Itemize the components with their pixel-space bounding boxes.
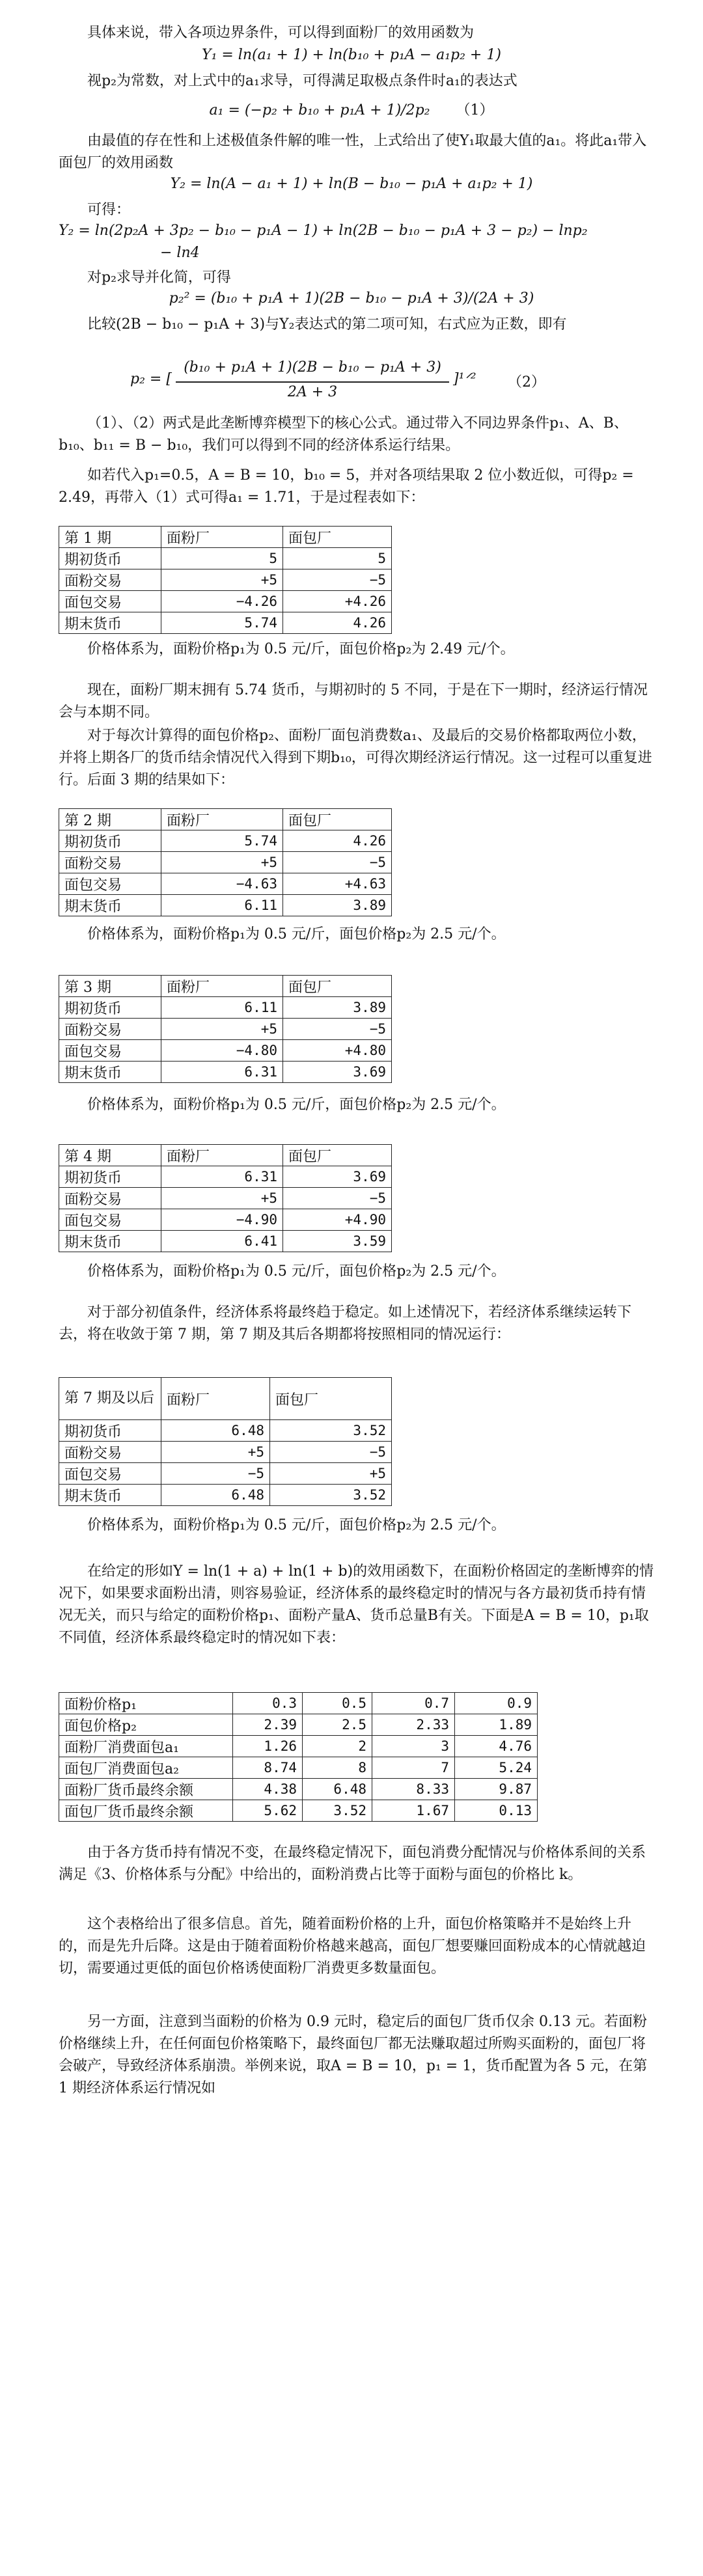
table-cell: 期末货币	[59, 895, 161, 916]
table-cell: 8	[303, 1757, 372, 1779]
table-cell: 面包厂	[270, 1378, 392, 1420]
table-row	[59, 1166, 392, 1188]
table-row	[59, 548, 392, 569]
table-cell: −4.90	[161, 1209, 283, 1231]
table-row	[59, 1231, 392, 1252]
table-cell: 面包交易	[59, 1209, 161, 1231]
equation-2: p₂ = [ (b₁₀ + p₁A + 1)(2B − b₁₀ − p₁A + 3) 2A + 3 ]¹ᐟ² （2）	[130, 359, 545, 400]
table-cell: 6.48	[161, 1485, 270, 1506]
table-caption: 价格体系为，面粉价格p₁为 0.5 元/斤，面包价格p₂为 2.5 元/个。	[87, 1097, 506, 1113]
table-caption: 价格体系为，面粉价格p₁为 0.5 元/斤，面包价格p₂为 2.49 元/个。	[87, 641, 515, 657]
table-period-3	[59, 975, 392, 1083]
table-cell: 面包交易	[59, 1463, 161, 1485]
table-cell: 3	[372, 1736, 455, 1757]
table-cell: 0.3	[233, 1693, 303, 1714]
table-row	[59, 1442, 392, 1463]
table-cell: +5	[161, 1442, 270, 1463]
table-caption: 价格体系为，面粉价格p₁为 0.5 元/斤，面包价格p₂为 2.5 元/个。	[87, 1517, 506, 1533]
table-cell: 0.5	[303, 1693, 372, 1714]
table-row	[59, 569, 392, 591]
table-cell: +5	[161, 1019, 283, 1040]
table-cell: 面包交易	[59, 591, 161, 612]
table-cell: 面包厂	[283, 809, 392, 830]
paragraph: （1）、（2）两式是此垄断博弈模型下的核心公式。通过带入不同边界条件p₁、A、B、b₁₀、b₁₁ = B − b₁₀，我们可以得到不同的经济体系运行结果。	[59, 415, 628, 454]
equation-y2-expanded: Y₂ = ln(2p₂A + 3p₂ − b₁₀ − p₁A − 1) + ln(2B − b₁₀ − p₁A + 3 − p₂) − lnp₂	[59, 223, 588, 239]
table-cell: 6.31	[161, 1166, 283, 1188]
equation-p2-squared: p₂² = (b₁₀ + p₁A + 1)(2B − b₁₀ − p₁A + 3)/(2A + 3)	[169, 290, 534, 307]
table-cell: +4.90	[283, 1209, 392, 1231]
table-row	[59, 1188, 392, 1209]
table-cell: 面粉厂	[161, 809, 283, 830]
paragraph: 在给定的形如Y = ln(1 + a) + ln(1 + b)的效用函数下，在面粉价格固定的垄断博弈的情况下，如果要求面粉出清，则容易验证，经济体系的最终稳定时的情况与各方最初货币持有情况无关，而只与给定的面粉价格p₁、面粉产量A、货币总量B有关。下面是A = B = 10，p₁取不同值，经济体系最终稳定时的情况如下表：	[59, 1563, 654, 1646]
table-cell: 期初货币	[59, 1166, 161, 1188]
equation-y1: Y₁ = ln(a₁ + 1) + ln(b₁₀ + p₁A − a₁p₂ + 1)	[202, 47, 501, 63]
table-cell: 3.89	[283, 997, 392, 1019]
table-cell: 5.74	[161, 612, 283, 634]
table-row	[59, 1062, 392, 1083]
table-cell: 面包价格p₂	[59, 1714, 233, 1736]
table-row	[59, 830, 392, 852]
table-cell: 3.69	[283, 1166, 392, 1188]
paragraph: 对于每次计算得的面包价格p₂、面粉厂面包消费数a₁、及最后的交易价格都取两位小数，并将上期各厂的货币结余情况代入得到下期b₁₀，可得次期经济运行情况。这一过程可以重复进行。后面 3 期的结果如下：	[59, 728, 652, 788]
table-cell: 6.11	[161, 895, 283, 916]
table-cell: 2.5	[303, 1714, 372, 1736]
table-cell: −5	[270, 1442, 392, 1463]
table-cell: 面粉厂	[161, 1378, 270, 1420]
table-row	[59, 1463, 392, 1485]
table-cell: 面粉厂	[161, 527, 283, 548]
table-cell: 3.69	[283, 1062, 392, 1083]
paragraph: 另一方面，注意到当面粉的价格为 0.9 元时，稳定后的面包厂货币仅余 0.13 元。若面粉价格继续上升，在任何面包价格策略下，最终面包厂都无法赚取超过所购买面粉的，面包厂将会破产，导致经济体系崩溃。举例来说，取A = B = 10，p₁ = 1，货币配置为各 5 元，在第 1 期经济体系运行情况如	[59, 2014, 648, 2096]
table-row	[59, 873, 392, 895]
paragraph: 这个表格给出了很多信息。首先，随着面粉价格的上升，面包价格策略并不是始终上升的，而是先升后降。这是由于随着面粉价格越来越高，面包厂想要赚回面粉成本的心情就越迫切，需要通过更低的面包价格诱使面粉厂消费更多数量面包。	[59, 1916, 646, 1977]
table-period-4	[59, 1144, 392, 1252]
table-cell: 面粉厂	[161, 1145, 283, 1166]
table-cell: 5.24	[455, 1757, 538, 1779]
table-cell: +5	[161, 1188, 283, 1209]
table-row	[59, 997, 392, 1019]
table-cell: 期初货币	[59, 548, 161, 569]
table-cell: 0.7	[372, 1693, 455, 1714]
table-cell: −4.63	[161, 873, 283, 895]
paragraph: 视p₂为常数，对上式中的a₁求导，可得满足取极点条件时a₁的表达式	[87, 73, 517, 89]
table-cell: 1.67	[372, 1800, 455, 1822]
table-cell: −5	[283, 1019, 392, 1040]
table-row	[59, 1779, 538, 1800]
paragraph: 如若代入p₁=0.5，A = B = 10，b₁₀ = 5，并对各项结果取 2 位小数近似，可得p₂ = 2.49，再带入（1）式可得a₁ = 1.71，于是过程表如下：	[59, 467, 634, 506]
table-cell: 期末货币	[59, 1231, 161, 1252]
table-cell: 6.31	[161, 1062, 283, 1083]
table-cell: 5.74	[161, 830, 283, 852]
table-row	[59, 1693, 538, 1714]
table-cell: 面粉交易	[59, 1442, 161, 1463]
table-cell: 4.38	[233, 1779, 303, 1800]
table-cell: 5.62	[233, 1800, 303, 1822]
table-cell: 0.13	[455, 1800, 538, 1822]
table-period-2	[59, 808, 392, 916]
table-cell: 第 4 期	[59, 1145, 161, 1166]
table-cell: 第 1 期	[59, 527, 161, 548]
table-cell: 8.33	[372, 1779, 455, 1800]
table-cell: 期初货币	[59, 997, 161, 1019]
table-cell: 3.52	[303, 1800, 372, 1822]
table-cell: 6.11	[161, 997, 283, 1019]
table-cell: 面包厂消费面包a₂	[59, 1757, 233, 1779]
table-row	[59, 1040, 392, 1062]
table-cell: 面包交易	[59, 873, 161, 895]
table-cell: 5	[283, 548, 392, 569]
table-cell: 面包厂货币最终余额	[59, 1800, 233, 1822]
table-cell: 3.52	[270, 1485, 392, 1506]
table-cell: 面粉厂货币最终余额	[59, 1779, 233, 1800]
equation-y2-expanded-cont: − ln4	[160, 245, 200, 261]
table-period-1	[59, 526, 392, 634]
table-caption: 价格体系为，面粉价格p₁为 0.5 元/斤，面包价格p₂为 2.5 元/个。	[87, 1263, 506, 1280]
table-cell: −5	[283, 1188, 392, 1209]
table-cell: 面粉交易	[59, 1188, 161, 1209]
table-cell: 4.26	[283, 612, 392, 634]
table-cell: 期初货币	[59, 1420, 161, 1442]
table-row	[59, 591, 392, 612]
paragraph: 比较(2B − b₁₀ − p₁A + 3)与Y₂表达式的第二项可知，右式应为正数，即有	[87, 316, 567, 333]
table-header-row	[59, 1145, 392, 1166]
equation-1: a₁ = (−p₂ + b₁₀ + p₁A + 1)/2p₂ （1）	[209, 102, 494, 118]
table-cell: +4.26	[283, 591, 392, 612]
table-cell: 0.9	[455, 1693, 538, 1714]
table-cell: 4.76	[455, 1736, 538, 1757]
table-cell: 6.41	[161, 1231, 283, 1252]
table-cell: 第 2 期	[59, 809, 161, 830]
table-cell: 3.52	[270, 1420, 392, 1442]
table-cell: 2	[303, 1736, 372, 1757]
table-cell: 2.33	[372, 1714, 455, 1736]
table-cell: −5	[161, 1463, 270, 1485]
table-cell: 面包厂	[283, 1145, 392, 1166]
table-header-row	[59, 976, 392, 997]
table-period-7	[59, 1377, 392, 1506]
table-header-row	[59, 809, 392, 830]
table-cell: 面粉交易	[59, 1019, 161, 1040]
paragraph: 对于部分初值条件，经济体系将最终趋于稳定。如上述情况下，若经济体系继续运转下去，将在收敛于第 7 期，第 7 期及其后各期都将按照相同的情况运行：	[59, 1304, 632, 1343]
table-cell: 8.74	[233, 1757, 303, 1779]
table-caption: 价格体系为，面粉价格p₁为 0.5 元/斤，面包价格p₂为 2.5 元/个。	[87, 926, 506, 942]
table-row	[59, 1714, 538, 1736]
table-cell: 期末货币	[59, 1485, 161, 1506]
table-header-row	[59, 1378, 392, 1420]
paragraph: 对p₂求导并化简，可得	[87, 269, 231, 286]
table-cell: +5	[161, 569, 283, 591]
table-cell: 面包厂	[283, 527, 392, 548]
table-cell: 6.48	[161, 1420, 270, 1442]
table-cell: 面粉厂消费面包a₁	[59, 1736, 233, 1757]
table-row	[59, 1485, 392, 1506]
table-cell: 面粉交易	[59, 852, 161, 873]
table-header-row	[59, 527, 392, 548]
table-cell: 9.87	[455, 1779, 538, 1800]
table-row	[59, 1736, 538, 1757]
table-cell: 1.89	[455, 1714, 538, 1736]
table-cell: 期末货币	[59, 1062, 161, 1083]
table-cell: +4.63	[283, 873, 392, 895]
table-equilibrium	[59, 1692, 538, 1822]
paragraph: 具体来说，带入各项边界条件，可以得到面粉厂的效用函数为	[87, 25, 475, 41]
paragraph: 现在，面粉厂期末拥有 5.74 货币，与期初时的 5 不同，于是在下一期时，经济运行情况会与本期不同。	[59, 682, 648, 720]
table-row	[59, 1019, 392, 1040]
table-cell: +4.80	[283, 1040, 392, 1062]
table-cell: −5	[283, 852, 392, 873]
equation-y2: Y₂ = ln(A − a₁ + 1) + ln(B − b₁₀ − p₁A + a₁p₂ + 1)	[170, 176, 533, 192]
table-cell: 5	[161, 548, 283, 569]
table-cell: +5	[270, 1463, 392, 1485]
table-cell: 面粉交易	[59, 569, 161, 591]
table-cell: 期初货币	[59, 830, 161, 852]
table-cell: 期末货币	[59, 612, 161, 634]
table-cell: 面粉价格p₁	[59, 1693, 233, 1714]
table-row	[59, 852, 392, 873]
table-cell: 3.89	[283, 895, 392, 916]
table-cell: 第 7 期及以后	[59, 1378, 161, 1420]
table-cell: −5	[283, 569, 392, 591]
table-cell: +5	[161, 852, 283, 873]
table-cell: −4.80	[161, 1040, 283, 1062]
table-row	[59, 612, 392, 634]
table-cell: 第 3 期	[59, 976, 161, 997]
table-cell: 1.26	[233, 1736, 303, 1757]
table-cell: 7	[372, 1757, 455, 1779]
table-cell: 面粉厂	[161, 976, 283, 997]
table-row	[59, 1800, 538, 1822]
table-cell: −4.26	[161, 591, 283, 612]
table-row	[59, 1757, 538, 1779]
table-row	[59, 895, 392, 916]
table-row	[59, 1420, 392, 1442]
paragraph: 可得：	[87, 202, 131, 218]
paragraph: 由于各方货币持有情况不变，在最终稳定情况下，面包消费分配情况与价格体系间的关系满足《3、价格体系与分配》中给出的，面粉消费占比等于面粉与面包的价格比 k。	[59, 1844, 646, 1883]
table-cell: 4.26	[283, 830, 392, 852]
paragraph: 由最值的存在性和上述极值条件解的唯一性，上式给出了使Y₁取最大值的a₁。将此a₁带入面包厂的效用函数	[59, 133, 647, 171]
table-row	[59, 1209, 392, 1231]
table-cell: 6.48	[303, 1779, 372, 1800]
table-cell: 面包厂	[283, 976, 392, 997]
table-cell: 2.39	[233, 1714, 303, 1736]
table-cell: 面包交易	[59, 1040, 161, 1062]
table-cell: 3.59	[283, 1231, 392, 1252]
